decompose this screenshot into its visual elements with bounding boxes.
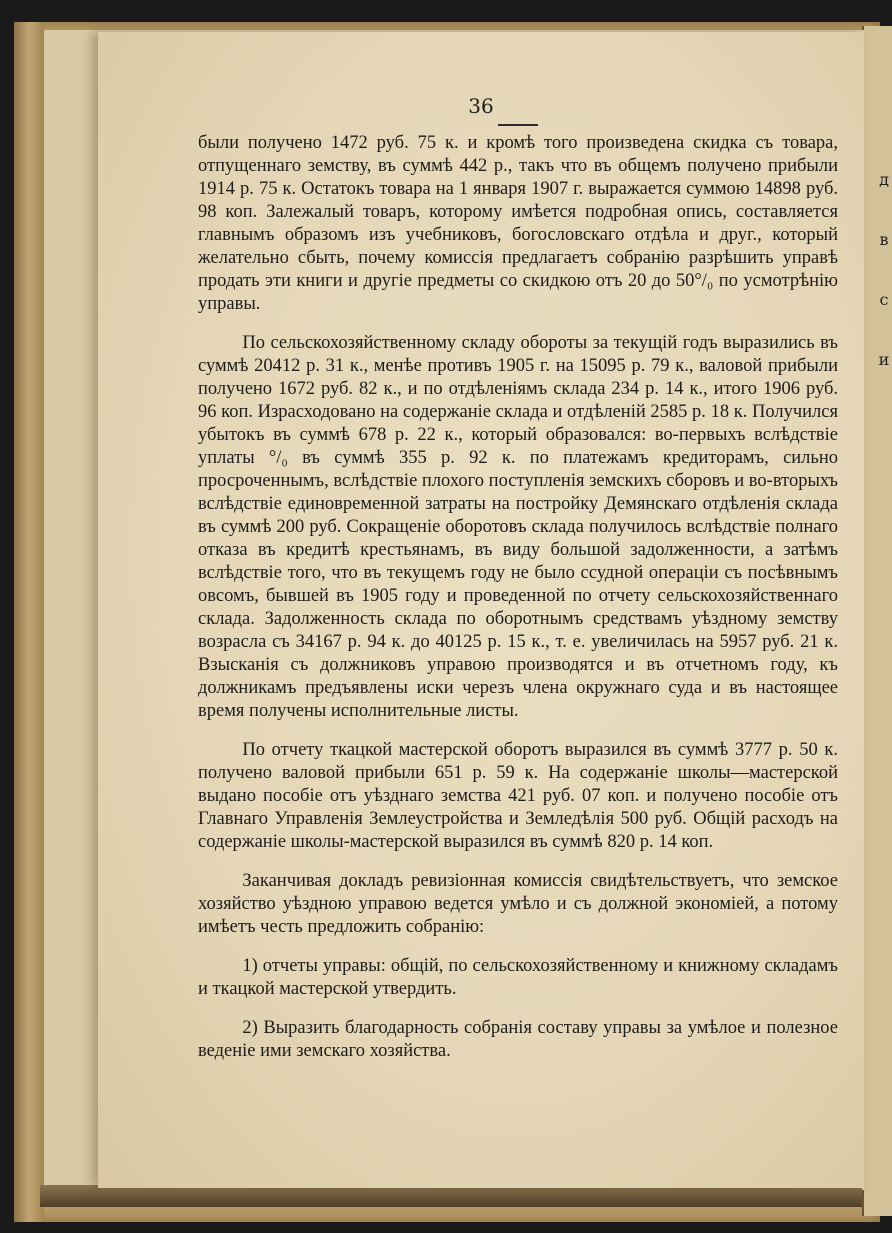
paragraph-agricultural-warehouse: По сельскохозяйственному складу обороты за текущій годъ выразились въ суммѣ 20412 р. 31 к., менѣе противъ 1905 г. на 15095 р. 79 к., валовой прибыли получено 1672 руб. 82 к., и по отдѣленіямъ склада 234 р. 14 к., итого 1906 руб. 96 коп. Израсходовано на содержаніе склада и отдѣленій 2585 р. 18 к. Получился убытокъ въ суммѣ 678 р. 22 к., который образовался: во-первыхъ вслѣдствіе уплаты °/₀ въ суммѣ 355 р. 92 к. по платежамъ кредиторамъ, сильно просроченнымъ, вслѣдствіе плохого поступленія земскихъ сборовъ и во-вторыхъ вслѣдствіе единовременной затраты на постройку Демянскаго отдѣленія склада въ суммѣ 200 руб. Сокращеніе оборотовъ склада получилось вслѣдствіе полнаго отказа въ кредитѣ крестьянамъ, въ виду большой задолженности, а затѣмъ вслѣдствіе того, что въ текущемъ году не было ссудной операціи съ посѣвнымъ овсомъ, бывшей въ 1905 году и проведенной по отчету сельскохозяйственнаго склада. Задолженность склада по оборотнымъ средствамъ уѣздному земству возрасла съ 34167 р. 94 к. до 40125 р. 15 к., т. е. увеличилась на 5957 руб. 21 к. Взысканія съ должниковъ управою производятся и въ отчетномъ году, къ должникамъ предъявлены иски черезъ члена окружнаго суда и въ настоящее время получены исполнительные листы. <box>198 333 838 721</box>
edge-letter: д <box>879 170 889 189</box>
proposal-item: 2) Выразить благодарность собранія составу управы за умѣлое и полезное веденіе ими земскаго хозяйства. <box>198 1018 838 1061</box>
edge-letter: и <box>878 350 890 369</box>
page-body <box>198 132 838 1132</box>
page-number: 36 <box>468 94 494 118</box>
document-page <box>98 32 864 1188</box>
book-spine <box>14 22 44 1222</box>
page-number-underline <box>498 124 538 126</box>
paragraph-conclusion: Заканчивая докладъ ревизіонная комиссія свидѣтельствуетъ, что земское хозяйство уѣздною управою ведется умѣло и съ должной экономіей, а потому имѣетъ честь предложить собранію: <box>198 871 838 937</box>
adjacent-page-letters <box>876 150 892 390</box>
proposal-item: 1) отчеты управы: общій, по сельскохозяйственному и книжному складамъ и ткацкой мастерской утвердить. <box>198 956 838 999</box>
edge-letter: в <box>879 230 889 249</box>
paragraph-weaving-workshop: По отчету ткацкой мастерской оборотъ выразился въ суммѣ 3777 р. 50 к. получено валовой прибыли 651 р. 59 к. На содержаніе школы—мастерской выдано пособіе отъ уѣзднаго земства 421 руб. 07 коп. и получено пособіе отъ Главнаго Управленія Землеустройства и Земледѣлія 500 руб. Общій расходъ на содержаніе школы-мастерской выразился въ суммѣ 820 р. 14 коп. <box>198 740 838 852</box>
book-bottom-edge <box>40 1185 862 1207</box>
edge-letter: с <box>879 290 889 309</box>
paragraph-continuation: были получено 1472 руб. 75 к. и кромѣ того произведена скидка съ товара, отпущеннаго земству, въ суммѣ 442 р., такъ что въ общемъ получено прибыли 1914 р. 75 к. Остатокъ товара на 1 января 1907 г. выражается суммою 14898 руб. 98 коп. Залежалый товаръ, которому имѣется подробная опись, составляется главнымъ образомъ изъ учебниковъ, богословскаго отдѣла и друг., который желательно сбыть, почему комиссія предлагаетъ собранію разрѣшить управѣ продать эти книги и другіе предметы со скидкою отъ 20 до 50°/₀ по усмотрѣнію управы. <box>198 133 838 314</box>
